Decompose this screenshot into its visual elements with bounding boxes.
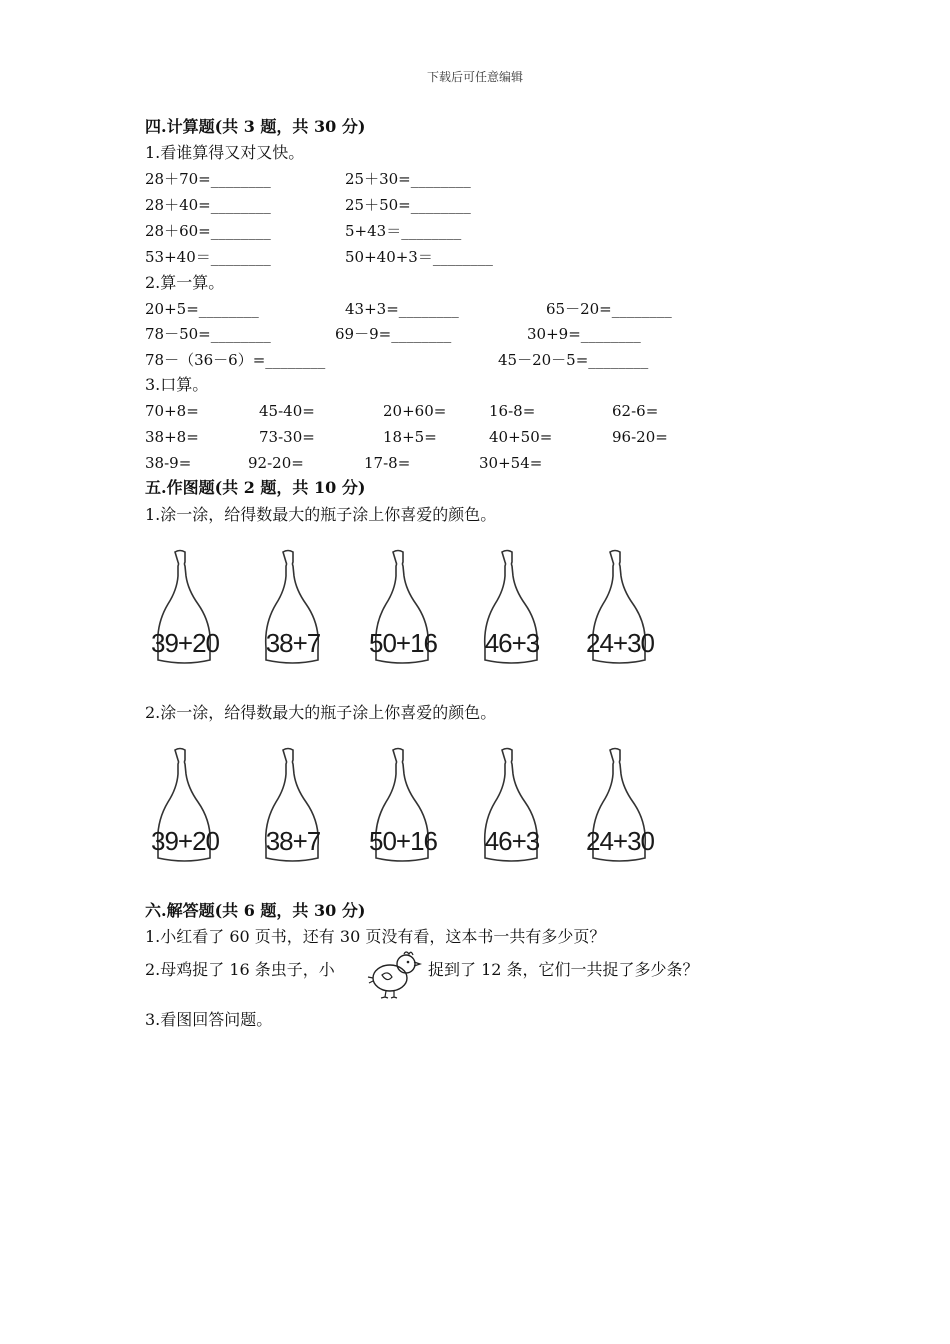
s6-q1: 1.小红看了 60 页书，还有 30 页没有看，这本书一共有多少页？ (145, 927, 606, 946)
calc-item: 69－9=________ (335, 325, 452, 343)
s6-q2-before: 2.母鸡捉了 16 条虫子，小 (145, 960, 335, 979)
calc-item: 28＋70=________ (145, 170, 271, 188)
bottle-label: 38+7 (265, 826, 321, 856)
calc-item: 25＋30=________ (345, 170, 471, 188)
section4-heading: 四.计算题(共 3 题，共 30 分) (145, 117, 366, 136)
mental-item: 62-6= (612, 402, 659, 420)
bottle-label: 24+30 (585, 826, 655, 856)
bottle-label: 46+3 (484, 826, 540, 856)
s4-q3-title: 3.口算。 (145, 375, 209, 394)
header-note: 下载后可任意编辑 (426, 70, 523, 84)
bottle[interactable] (575, 746, 665, 881)
section5-heading: 五.作图题(共 2 题，共 10 分) (145, 478, 366, 497)
bottle-label: 39+20 (150, 628, 220, 658)
s5-q1-title: 1.涂一涂，给得数最大的瓶子涂上你喜爱的颜色。 (145, 505, 497, 524)
bottle-label: 50+16 (368, 628, 438, 658)
bottle-outline-icon (358, 746, 448, 881)
mental-item: 92-20= (248, 454, 304, 472)
mental-item: 20+60= (383, 402, 447, 420)
bottle-outline-icon (248, 548, 338, 683)
mental-item: 96-20= (612, 428, 668, 446)
bottle-outline-icon (358, 548, 448, 683)
mental-item: 40+50= (489, 428, 553, 446)
s4-q2-title: 2.算一算。 (145, 273, 225, 292)
bottle-label: 50+16 (368, 826, 438, 856)
bottle-label: 46+3 (484, 628, 540, 658)
mental-item: 73-30= (259, 428, 315, 446)
bottle[interactable] (358, 548, 448, 683)
s5-q2-title: 2.涂一涂，给得数最大的瓶子涂上你喜爱的颜色。 (145, 703, 497, 722)
s6-q2-after: 捉到了 12 条，它们一共捉了多少条？ (428, 960, 699, 979)
s6-q3: 3.看图回答问题。 (145, 1010, 273, 1029)
calc-item: 20+5=________ (145, 300, 259, 318)
mental-item: 17-8= (364, 454, 411, 472)
calc-item: 78－（36－6）=________ (145, 351, 326, 369)
bottle-row-2 (140, 746, 680, 881)
calc-item: 28＋60=________ (145, 222, 271, 240)
mental-item: 38-9= (145, 454, 192, 472)
bottle-outline-icon (140, 746, 230, 881)
bottle[interactable] (248, 746, 338, 881)
bottle-row-1 (140, 548, 680, 683)
mental-item: 30+54= (479, 454, 543, 472)
bottle-outline-icon (140, 548, 230, 683)
bottle-label: 38+7 (265, 628, 321, 658)
calc-item: 50+40+3＝________ (345, 248, 493, 266)
mental-item: 38+8= (145, 428, 199, 446)
calc-item: 65－20=________ (546, 300, 672, 318)
calc-item: 45－20－5=________ (498, 351, 649, 369)
bottle-outline-icon (248, 746, 338, 881)
calc-item: 43+3=________ (345, 300, 459, 318)
s4-q1-title: 1.看谁算得又对又快。 (145, 143, 305, 162)
bottle[interactable] (467, 746, 557, 881)
bottle[interactable] (140, 746, 230, 881)
calc-item: 28＋40=________ (145, 196, 271, 214)
section6-heading: 六.解答题(共 6 题，共 30 分) (145, 901, 366, 920)
bottle[interactable] (248, 548, 338, 683)
bottle-outline-icon (467, 746, 557, 881)
bottle[interactable] (358, 746, 448, 881)
mental-item: 70+8= (145, 402, 199, 420)
bottle-label: 24+30 (585, 628, 655, 658)
bottle-outline-icon (467, 548, 557, 683)
bottle-outline-icon (575, 548, 665, 683)
chick-icon (366, 950, 422, 1000)
bottle-label: 39+20 (150, 826, 220, 856)
calc-item: 30+9=________ (527, 325, 641, 343)
calc-item: 5+43＝________ (345, 222, 462, 240)
calc-item: 53+40＝________ (145, 248, 271, 266)
mental-item: 18+5= (383, 428, 437, 446)
mental-item: 16-8= (489, 402, 536, 420)
calc-item: 78－50=________ (145, 325, 271, 343)
mental-item: 45-40= (259, 402, 315, 420)
calc-item: 25＋50=________ (345, 196, 471, 214)
bottle[interactable] (140, 548, 230, 683)
bottle-outline-icon (575, 746, 665, 881)
bottle[interactable] (575, 548, 665, 683)
bottle[interactable] (467, 548, 557, 683)
